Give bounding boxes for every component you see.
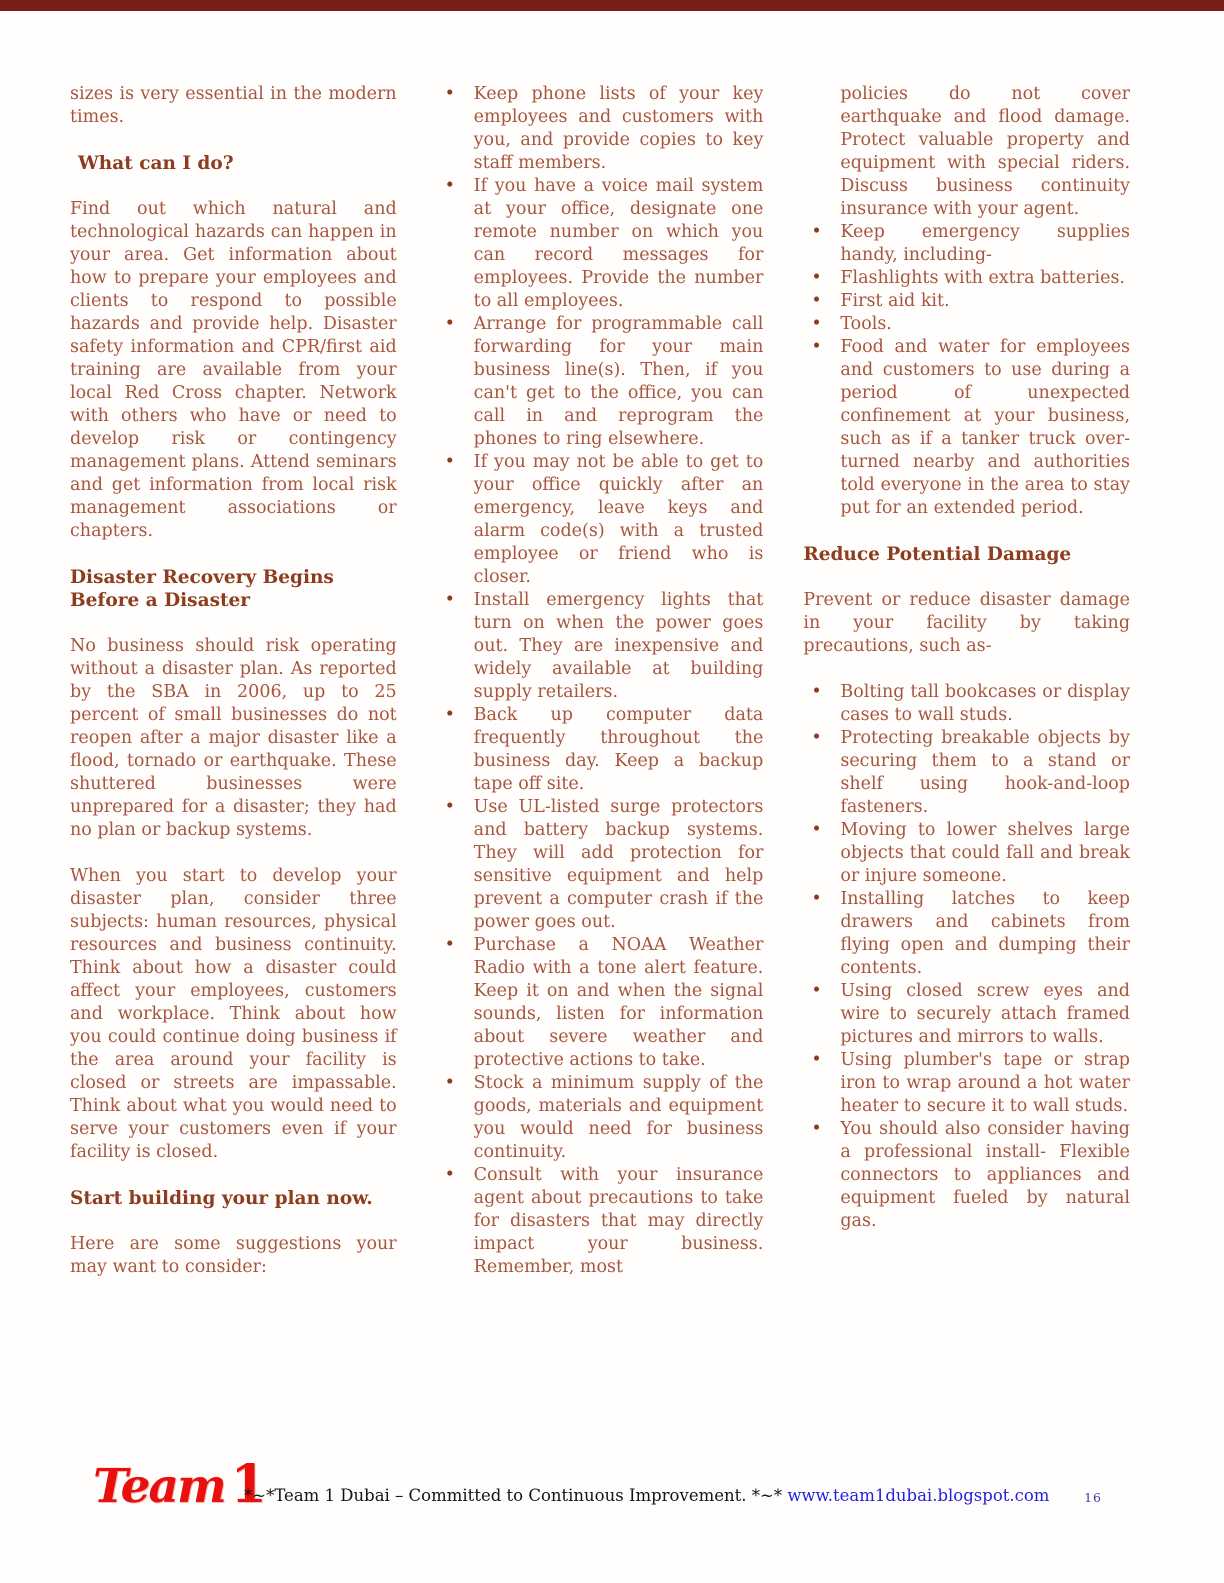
page-top-border xyxy=(0,0,1224,11)
footer-tagline-text: *~*Team 1 Dubai – Committed to Continuous Improvement. *~* xyxy=(244,1486,788,1505)
bullet-item: • Back up computer data frequently throughout the business day. Keep a backup tape off site. xyxy=(437,704,764,796)
team1-logo xyxy=(93,1454,267,1515)
bullet-item: • Protecting breakable objects by securing them to a stand or shelf using hook-and-loop fasteners. xyxy=(803,727,1130,819)
paragraph: Prevent or reduce disaster damage in your facility by taking precautions, such as- xyxy=(803,590,1131,656)
bullet-list-supplies xyxy=(803,221,1130,520)
column-2 xyxy=(437,83,764,1302)
footer-link[interactable]: www.team1dubai.blogspot.com xyxy=(787,1486,1050,1505)
paragraph: No business should risk operating without a disaster plan. As reported by the SBA in 2006, up to 25 percent of small businesses do not reopen after a major disaster like a flood, tornado or earthquake. These shuttered businesses were unprepared for a disaster; they had no plan or backup systems. xyxy=(70,636,397,840)
bullet-item: • Keep emergency supplies handy, including- xyxy=(803,221,1130,267)
bullet-item: • Bolting tall bookcases or display cases to wall studs. xyxy=(803,681,1130,727)
bullet-item: • Using plumber's tape or strap iron to wrap around a hot water heater to secure it to wall studs. xyxy=(803,1049,1130,1118)
bullet-item: • Food and water for employees and customers to use during a period of unexpected confinement at your business, such as if a tanker truck over-turned nearby and authorities told everyone in the area to stay put for an extended period. xyxy=(803,336,1130,520)
page-footer xyxy=(0,1452,1224,1552)
bullet-item: • Consult with your insurance agent about precautions to take for disasters that may directly impact your business. Remember, most xyxy=(437,1164,764,1279)
paragraph: Find out which natural and technological hazards can happen in your area. Get information about how to prepare your employees and clients to respond to possible hazards and provide help. Disaster safety information and CPR/first aid training are available from your local Red Cross chapter. Network with others who have or need to develop risk or contingency management plans. Attend seminars and get information from local risk management associations or chapters. xyxy=(70,199,397,541)
paragraph: Here are some suggestions your may want to consider: xyxy=(70,1234,397,1277)
logo-one-text: 1 xyxy=(230,1454,267,1515)
bullet-item: • Moving to lower shelves large objects that could fall and break or injure someone. xyxy=(803,819,1130,888)
footer-tagline xyxy=(244,1486,1049,1505)
paragraph: sizes is very essential in the modern times. xyxy=(70,84,397,127)
bullet-item: • Stock a minimum supply of the goods, materials and equipment you would need for business continuity. xyxy=(437,1072,764,1164)
logo-team-text: Team xyxy=(93,1459,225,1514)
paragraph-continuation: policies do not cover earthquake and flood damage. Protect valuable property and equipment with special riders. Discuss business continuity insurance with your agent. xyxy=(840,84,1131,219)
bullet-item: • Keep phone lists of your key employees and customers with you, and provide copies to key staff members. xyxy=(437,83,764,175)
bullet-list-suggestions xyxy=(437,83,764,1279)
bullet-item: • Install emergency lights that turn on when the power goes out. They are inexpensive and widely available at building supply retailers. xyxy=(437,589,764,704)
section-heading-disaster-recovery: Disaster Recovery Begins Before a Disaster xyxy=(70,567,334,611)
bullet-item: • If you have a voice mail system at your office, designate one remote number on which you can record messages for employees. Provide the number to all employees. xyxy=(437,175,764,313)
bullet-item: • You should also consider having a professional install- Flexible connectors to appliances and equipment fueled by natural gas. xyxy=(803,1118,1130,1233)
page-number: 16 xyxy=(1084,1490,1102,1505)
column-3 xyxy=(803,83,1130,1302)
bullet-item: • Tools. xyxy=(803,313,1130,336)
bullet-item: • Purchase a NOAA Weather Radio with a tone alert feature. Keep it on and when the signal sounds, listen for information about severe weather and protective actions to take. xyxy=(437,934,764,1072)
page-content xyxy=(70,83,1130,1302)
bullet-item: • Flashlights with extra batteries. xyxy=(803,267,1130,290)
section-heading-what-can-i-do: What can I do? xyxy=(78,153,234,174)
section-heading-start-building: Start building your plan now. xyxy=(70,1188,373,1209)
column-1 xyxy=(70,83,397,1302)
bullet-item: • If you may not be able to get to your office quickly after an emergency, leave keys and alarm code(s) with a trusted employee or friend who is closer. xyxy=(437,451,764,589)
bullet-item: • First aid kit. xyxy=(803,290,1130,313)
section-heading-reduce-damage: Reduce Potential Damage xyxy=(803,544,1072,565)
bullet-item: • Using closed screw eyes and wire to securely attach framed pictures and mirrors to walls. xyxy=(803,980,1130,1049)
bullet-item: • Installing latches to keep drawers and cabinets from flying open and dumping their contents. xyxy=(803,888,1130,980)
bullet-item: • Use UL-listed surge protectors and battery backup systems. They will add protection for sensitive equipment and help prevent a computer crash if the power goes out. xyxy=(437,796,764,934)
bullet-item: • Arrange for programmable call forwarding for your main business line(s). Then, if you can't get to the office, you can call in and reprogram the phones to ring elsewhere. xyxy=(437,313,764,451)
bullet-list-precautions xyxy=(803,681,1130,1233)
paragraph: When you start to develop your disaster plan, consider three subjects: human resources, physical resources and business continuity. Think about how a disaster could affect your employees, customers and workplace. Think about how you could continue doing business if the area around your facility is closed or streets are impassable. Think about what you would need to serve your customers even if your facility is closed. xyxy=(70,866,397,1162)
